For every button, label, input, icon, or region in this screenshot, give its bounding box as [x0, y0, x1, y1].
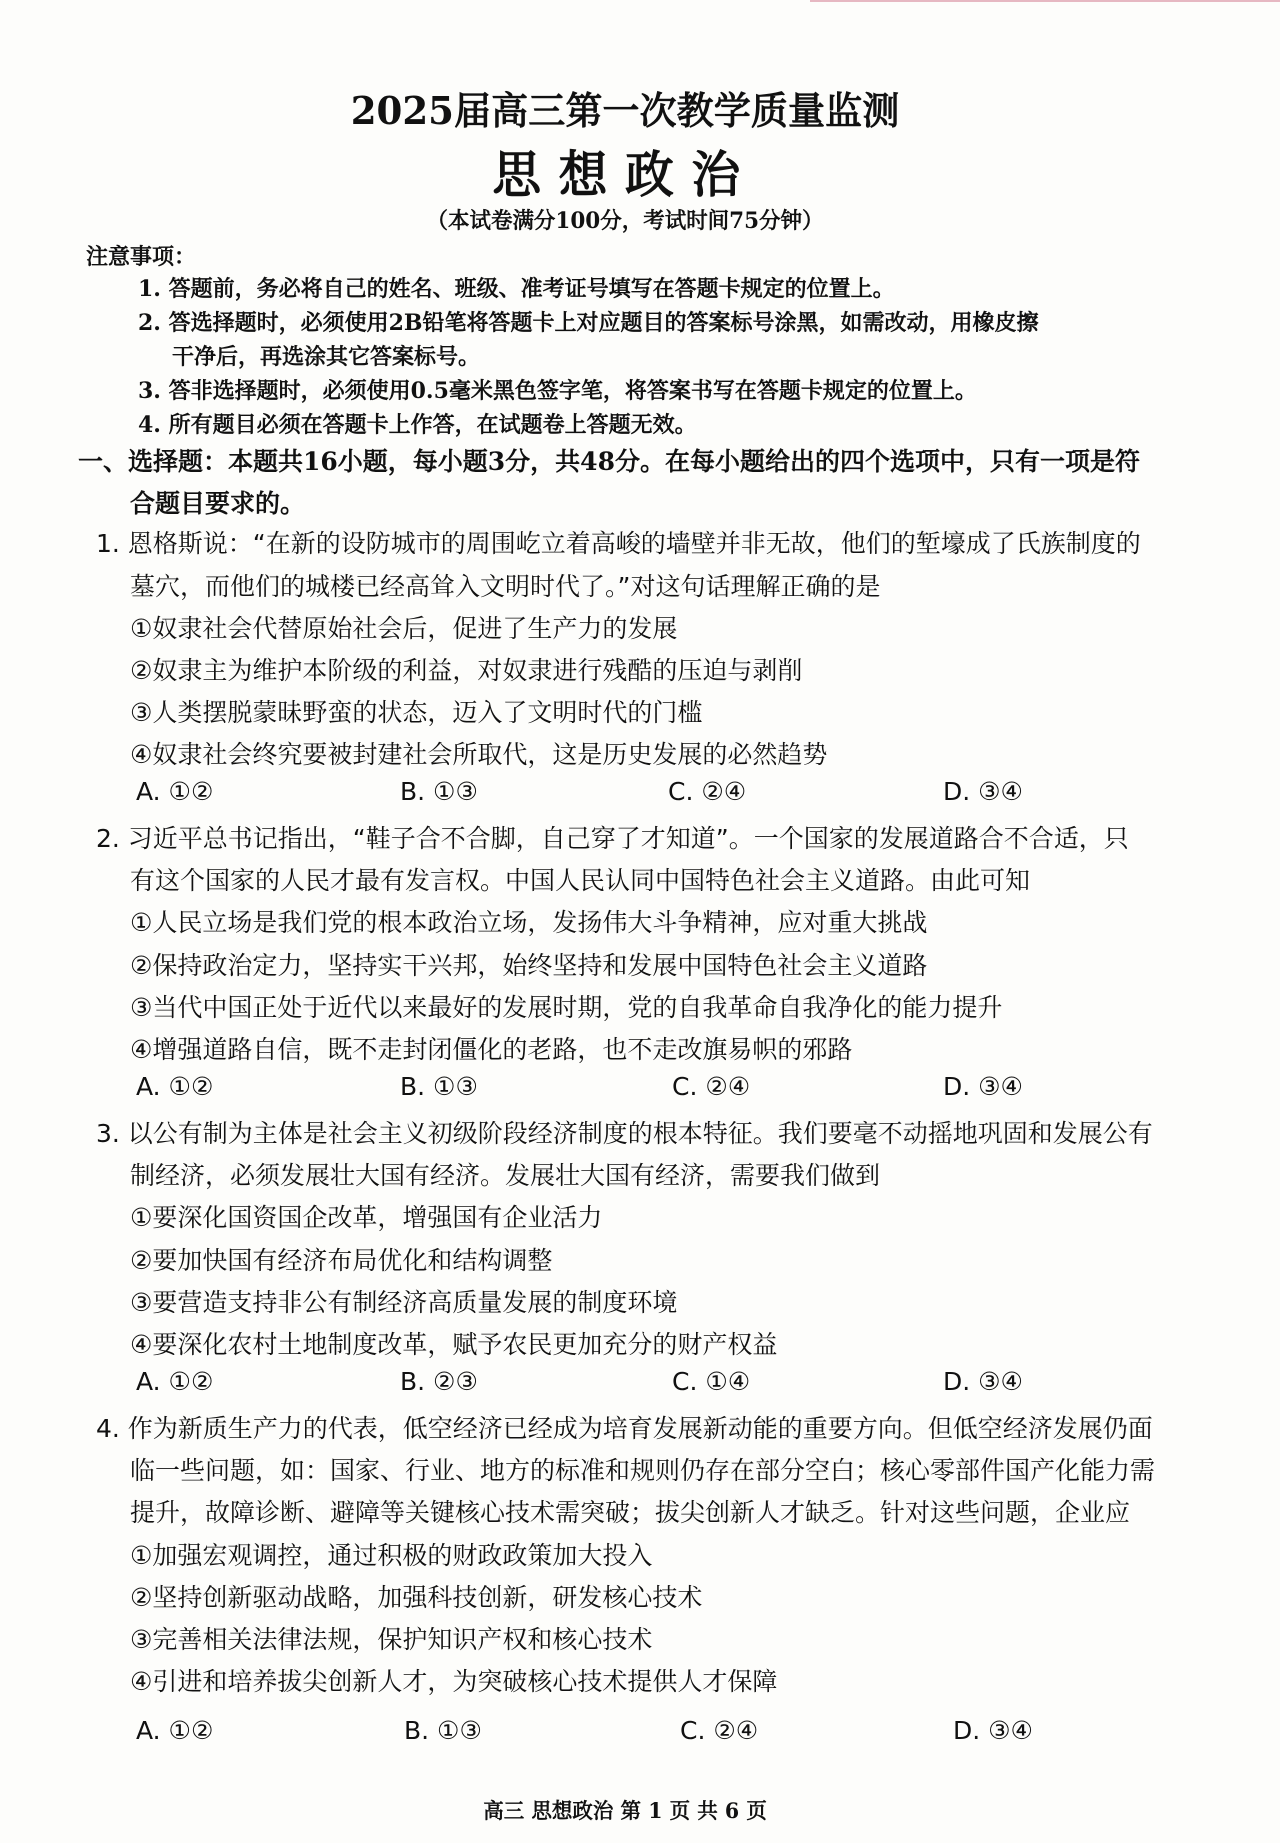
statement-item: ④引进和培养拔尖创新人才，为突破核心技术提供人才保障	[130, 1667, 778, 1696]
option-a: A. ①②	[136, 1072, 214, 1101]
option-a: A. ①②	[136, 1367, 214, 1396]
statement-item: ①要深化国资国企改革，增强国有企业活力	[130, 1203, 603, 1232]
question-text-line: 4. 作为新质生产力的代表，低空经济已经成为培育发展新动能的重要方向。但低空经济发展仍面	[96, 1414, 1153, 1443]
statement-item: ②坚持创新驱动战略，加强科技创新，研发核心技术	[130, 1583, 703, 1612]
option-c: C. ①④	[672, 1367, 751, 1396]
question-text-line: 1. 恩格斯说：“在新的设防城市的周围屹立着高峻的墙壁并非无故，他们的堑壕成了氏族制度的	[96, 529, 1141, 558]
statement-item: ④要深化农村土地制度改革，赋予农民更加充分的财产权益	[130, 1330, 778, 1359]
statement-item: ③要营造支持非公有制经济高质量发展的制度环境	[130, 1288, 678, 1317]
question-text-line: 制经济，必须发展壮大国有经济。发展壮大国有经济，需要我们做到	[130, 1161, 881, 1190]
option-b: B. ②③	[400, 1367, 478, 1396]
statement-item: ③人类摆脱蒙昧野蛮的状态，迈入了文明时代的门槛	[130, 698, 703, 727]
question-text-line: 临一些问题，如：国家、行业、地方的标准和规则仍存在部分空白；核心零部件国产化能力需	[130, 1456, 1156, 1485]
statement-item: ②要加快国有经济布局优化和结构调整	[130, 1246, 553, 1275]
statement-item: ②奴隶主为维护本阶级的利益，对奴隶进行残酷的压迫与剥削	[130, 656, 803, 685]
notice-item-1: 1. 答题前，务必将自己的姓名、班级、准考证号填写在答题卡规定的位置上。	[138, 276, 895, 302]
option-a: A. ①②	[136, 1716, 214, 1745]
statement-item: ③完善相关法律法规，保护知识产权和核心技术	[130, 1625, 653, 1654]
notice-item-2-cont: 干净后，再选涂其它答案标号。	[172, 344, 481, 370]
statement-item: ③当代中国正处于近代以来最好的发展时期，党的自我革命自我净化的能力提升	[130, 993, 1003, 1022]
statement-item: ④奴隶社会终究要被封建社会所取代，这是历史发展的必然趋势	[130, 740, 828, 769]
subject-title: 思想政治	[492, 145, 758, 204]
question-text-line: 墓穴，而他们的城楼已经高耸入文明时代了。”对这句话理解正确的是	[130, 572, 881, 601]
exam-title: 2025届高三第一次教学质量监测	[350, 88, 900, 133]
question-text-line: 2. 习近平总书记指出，“鞋子合不合脚，自己穿了才知道”。一个国家的发展道路合不合适，只	[96, 824, 1129, 853]
exam-info: （本试卷满分100分，考试时间75分钟）	[426, 208, 824, 234]
notice-item-4: 4. 所有题目必须在答题卡上作答，在试题卷上答题无效。	[138, 412, 697, 438]
option-d: D. ③④	[953, 1716, 1033, 1745]
statement-item: ④增强道路自信，既不走封闭僵化的老路，也不走改旗易帜的邪路	[130, 1035, 853, 1064]
option-b: B. ①③	[400, 777, 478, 806]
notice-item-2: 2. 答选择题时，必须使用2B铅笔将答题卡上对应题目的答案标号涂黑，如需改动，用橡皮擦	[138, 310, 1039, 336]
option-c: C. ②④	[672, 1072, 751, 1101]
option-b: B. ①③	[404, 1716, 482, 1745]
option-b: B. ①③	[400, 1072, 478, 1101]
option-c: C. ②④	[668, 777, 747, 806]
option-d: D. ③④	[943, 777, 1023, 806]
page-footer: 高三 思想政治 第 1 页 共 6 页	[483, 1798, 767, 1823]
page-corner-mark	[810, 0, 1280, 8]
option-a: A. ①②	[136, 777, 214, 806]
option-c: C. ②④	[680, 1716, 759, 1745]
notice-heading: 注意事项：	[86, 244, 197, 270]
question-text-line: 有这个国家的人民才最有发言权。中国人民认同中国特色社会主义道路。由此可知	[130, 866, 1031, 895]
statement-item: ①人民立场是我们党的根本政治立场，发扬伟大斗争精神，应对重大挑战	[130, 908, 928, 937]
section-heading-cont: 合题目要求的。	[130, 489, 306, 518]
option-d: D. ③④	[943, 1072, 1023, 1101]
notice-item-3: 3. 答非选择题时，必须使用0.5毫米黑色签字笔，将答案书写在答题卡规定的位置上。	[138, 378, 977, 404]
statement-item: ①奴隶社会代替原始社会后，促进了生产力的发展	[130, 614, 678, 643]
section-heading: 一、选择题：本题共16小题，每小题3分，共48分。在每小题给出的四个选项中，只有一项是符	[78, 447, 1140, 476]
statement-item: ②保持政治定力，坚持实干兴邦，始终坚持和发展中国特色社会主义道路	[130, 951, 928, 980]
statement-item: ①加强宏观调控，通过积极的财政政策加大投入	[130, 1541, 653, 1570]
question-text-line: 3. 以公有制为主体是社会主义初级阶段经济制度的根本特征。我们要毫不动摇地巩固和发展公有	[96, 1119, 1153, 1148]
question-text-line: 提升，故障诊断、避障等关键核心技术需突破；拔尖创新人才缺乏。针对这些问题，企业应	[130, 1498, 1131, 1527]
option-d: D. ③④	[943, 1367, 1023, 1396]
